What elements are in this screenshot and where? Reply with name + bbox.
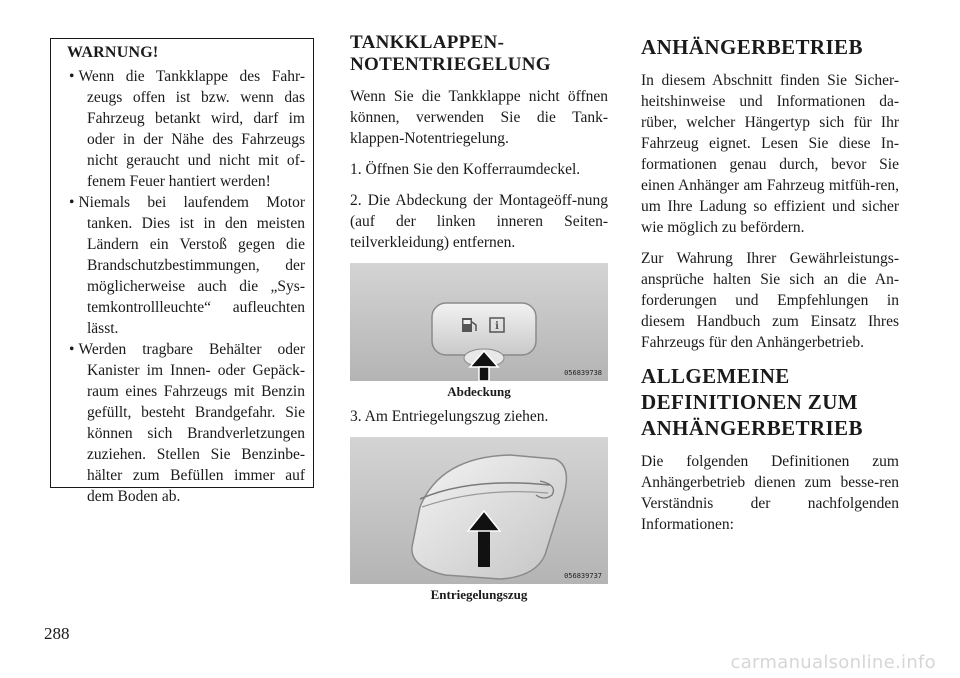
page-number: 288 — [44, 624, 70, 643]
figure-cover — [350, 263, 608, 400]
cover-panel-drawing — [350, 263, 608, 381]
warning-box — [50, 38, 314, 505]
footer-watermark-url: carmanualsonline.info — [730, 652, 936, 673]
section-heading-towing: ANHÄNGERBETRIEB — [641, 35, 863, 59]
release-cable-drawing — [350, 437, 608, 584]
right-column — [641, 32, 899, 545]
figure-caption: Abdeckung — [447, 384, 511, 399]
figure-caption: Entriegelungszug — [430, 587, 528, 602]
step-2: 2. Die Abdeckung der Montageöff-nung (auf der linken inneren Seiten-teilverkleidung) entfernen. — [350, 192, 608, 251]
definitions-paragraph: Die folgenden Definitionen zum Anhängerbetrieb dienen zum besse-ren Verständnis der nachfolgenden Informationen: — [641, 453, 899, 533]
left-column — [50, 38, 314, 505]
towing-intro-paragraph: In diesem Abschnitt finden Sie Sicher-heitshinweise und Informationen da-rüber, welcher Hängertyp sich für Ihr Fahrzeug eignet. Lesen Sie diese In-formationen genau durch, bevor Sie einen Anhänger am Fahrzeug mitfüh-ren, um Ihre Ladung so effizient und sicher wie möglich zu befördern. — [641, 72, 899, 236]
figure-code: 056839737 — [564, 572, 602, 580]
cover-illustration — [350, 263, 608, 381]
warranty-paragraph: Zur Wahrung Ihrer Gewährleistungs-ansprüche halten Sie sich an die An-forderungen und Empfehlungen in diesem Handbuch zum Einsatz Ihres Fahrzeugs für den Anhängerbetrieb. — [641, 250, 899, 351]
warning-item: • Wenn die Tankklappe des Fahr-zeugs offen ist bzw. wenn das Fahrzeug betankt wird, darf im oder in der Nähe des Fahrzeugs nicht geraucht und nicht mit of-fenem Feuer hantiert werden! — [59, 66, 305, 192]
svg-text:i: i — [495, 321, 499, 332]
section-heading-definitions: ALLGEMEINE DEFINITIONEN ZUM ANHÄNGERBETRIEB — [641, 364, 863, 440]
warning-item: • Niemals bei laufendem Motor tanken. Dies ist in den meisten Ländern ein Verstoß gegen die Brandschutzbestimmungen, der möglicherweise auch die „Sys-temkontrollleuchte“ aufleuchten lässt. — [59, 192, 305, 339]
step-3: 3. Am Entriegelungszug ziehen. — [350, 408, 549, 425]
step-1: 1. Öffnen Sie den Kofferraumdeckel. — [350, 161, 581, 178]
warning-item: • Werden tragbare Behälter oder Kanister im Innen- oder Gepäck-raum eines Fahrzeugs mit Benzin gefüllt, besteht Brandgefahr. Sie können sich Brandverletzungen zuziehen. Stellen Sie Benzinbe-hälter zum Befüllen immer auf dem Boden ab. — [59, 339, 305, 507]
warning-list — [59, 66, 305, 507]
release-cable-illustration — [350, 437, 608, 584]
warning-title: WARNUNG! — [67, 44, 159, 61]
middle-column — [350, 32, 608, 609]
figure-code: 056839738 — [564, 369, 602, 377]
intro-paragraph: Wenn Sie die Tankklappe nicht öffnen können, verwenden Sie die Tank-klappen-Notentriegelung. — [350, 88, 608, 147]
figure-release-cable — [350, 437, 608, 603]
section-heading-fuel-door-release: TANKKLAPPEN-NOTENTRIEGELUNG — [350, 32, 551, 75]
